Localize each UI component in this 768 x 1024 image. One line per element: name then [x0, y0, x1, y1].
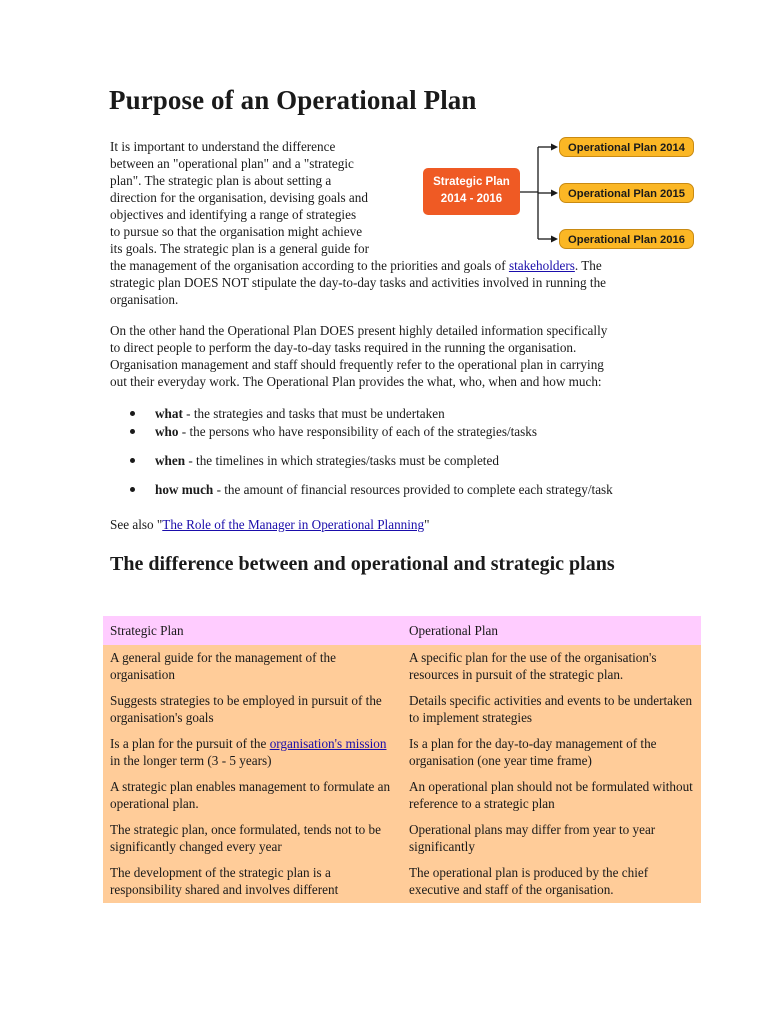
intro-line: objectives and identifying a range of strategies: [110, 207, 357, 222]
table-cell: The operational plan is produced by the chief executive and staff of the organisation.: [402, 860, 701, 903]
list-term: what: [155, 406, 183, 421]
operational-paragraph: [110, 322, 607, 390]
intro-line: between an "operational plan" and a "strategic: [110, 156, 354, 171]
column-header: Operational Plan: [402, 616, 701, 645]
paragraph-line: Organisation management and staff should frequently refer to the operational plan in carrying: [110, 357, 604, 372]
table-cell: A specific plan for the use of the organisation's resources in pursuit of the strategic plan.: [402, 645, 701, 688]
stakeholders-link[interactable]: stakeholders: [508, 258, 575, 273]
strategic-plan-box: [423, 168, 520, 215]
table-row: [103, 817, 701, 860]
list-desc: - the persons who have responsibility of each of the strategies/tasks: [178, 424, 537, 439]
bullet-icon: [130, 487, 135, 492]
list-desc: - the amount of financial resources provided to complete each strategy/task: [213, 482, 613, 497]
bullet-icon: [130, 411, 135, 416]
bullet-icon: [130, 429, 135, 434]
intro-text: . The: [574, 258, 602, 273]
table-cell: An operational plan should not be formulated without reference to a strategic plan: [402, 774, 701, 817]
table-cell: [103, 731, 402, 774]
intro-line: plan". The strategic plan is about setting a: [110, 173, 332, 188]
see-also-text: ": [424, 517, 430, 532]
list-desc: - the strategies and tasks that must be undertaken: [182, 406, 445, 421]
see-also-text: See also ": [110, 517, 163, 532]
table-cell: The strategic plan, once formulated, tends not to be significantly changed every year: [103, 817, 402, 860]
table-cell: A strategic plan enables management to formulate an operational plan.: [103, 774, 402, 817]
list-desc: - the timelines in which strategies/tasks must be completed: [185, 453, 499, 468]
table-header-row: [103, 616, 701, 645]
organisations-mission-link[interactable]: organisation's mission: [269, 736, 387, 751]
strategic-plan-years: 2014 - 2016: [440, 193, 503, 205]
paragraph-line: to direct people to perform the day-to-day tasks required in the running the organisation.: [110, 340, 577, 355]
table-cell: A general guide for the management of the organisation: [103, 645, 402, 688]
column-header: Strategic Plan: [103, 616, 402, 645]
intro-line: organisation.: [110, 292, 179, 307]
operational-plan-2016-box: Operational Plan 2016: [559, 229, 694, 249]
list-term: when: [155, 453, 186, 468]
see-also: [110, 516, 430, 533]
intro-line: It is important to understand the difference: [110, 139, 336, 154]
section-heading: The difference between and operational and strategic plans: [110, 553, 615, 575]
table-row: [103, 860, 701, 903]
cell-text: Is a plan for the pursuit of the: [110, 736, 270, 751]
table-cell: Operational plans may differ from year to year significantly: [402, 817, 701, 860]
table-row: [103, 688, 701, 731]
cell-text: in the longer term (3 - 5 years): [110, 753, 272, 768]
strategic-plan-label: Strategic Plan: [433, 176, 510, 188]
see-also-line: [110, 516, 430, 533]
intro-line: to pursue so that the organisation might achieve: [110, 224, 363, 239]
intro-line: direction for the organisation, devising goals and: [110, 190, 368, 205]
table-cell: The development of the strategic plan is a responsibility shared and involves different: [103, 860, 402, 903]
table-row: [103, 774, 701, 817]
intro-line: its goals. The strategic plan is a general guide for: [110, 241, 370, 256]
plan-diagram: [418, 134, 700, 252]
operational-plan-2014-box: Operational Plan 2014: [559, 137, 694, 157]
intro-text: the management of the organisation according to the priorities and goals of: [110, 258, 509, 273]
table-row: [103, 731, 701, 774]
paragraph-line: On the other hand the Operational Plan DOES present highly detailed information specifically: [110, 323, 608, 338]
page-title: Purpose of an Operational Plan: [109, 85, 477, 115]
list-term: how much: [155, 482, 214, 497]
table-row: [103, 645, 701, 688]
bullet-icon: [130, 458, 135, 463]
table-cell: Details specific activities and events to be undertaken to implement strategies: [402, 688, 701, 731]
table-cell: Suggests strategies to be employed in pursuit of the organisation's goals: [103, 688, 402, 731]
intro-line: strategic plan DOES NOT stipulate the day-to-day tasks and activities involved in running the: [110, 275, 607, 290]
list-term: who: [155, 424, 179, 439]
intro-line: [110, 257, 606, 274]
comparison-table: [103, 616, 701, 903]
operational-plan-2015-box: Operational Plan 2015: [559, 183, 694, 203]
role-of-manager-link[interactable]: The Role of the Manager in Operational Planning: [162, 517, 425, 532]
paragraph-line: out their everyday work. The Operational Plan provides the what, who, when and how much:: [110, 374, 602, 389]
table-cell: Is a plan for the day-to-day management of the organisation (one year time frame): [402, 731, 701, 774]
